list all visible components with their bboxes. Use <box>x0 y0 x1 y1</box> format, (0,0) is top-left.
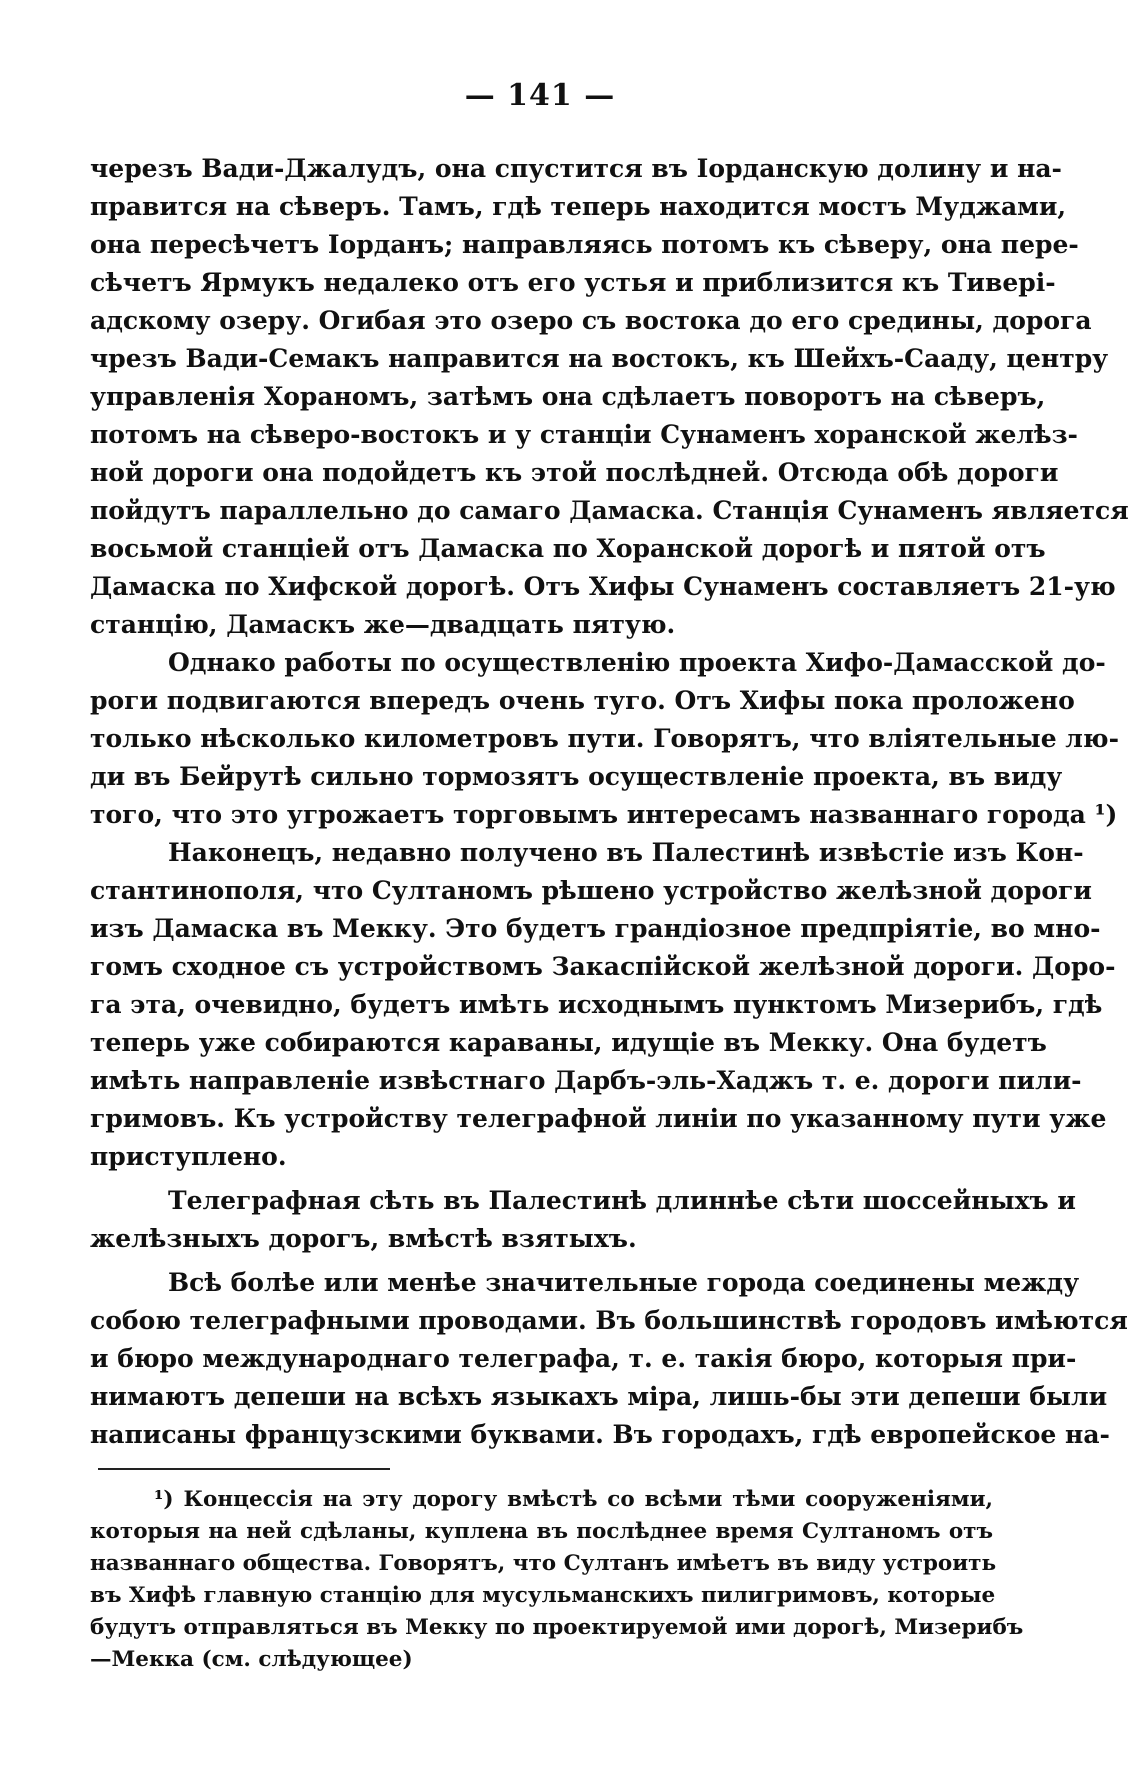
text-line: чрезъ Вади-Семакъ направится на востокъ, къ Шейхъ-Сааду, центру <box>90 344 1109 373</box>
footnote-line-text: Концессія на эту дорогу вмѣстѣ со всѣми тѣми сооруженіями, <box>183 1487 993 1512</box>
footnote <box>90 1484 1024 1676</box>
text-line: потомъ на сѣверо-востокъ и у станціи Сунаменъ хоранской желѣз- <box>90 420 1078 449</box>
text-line: изъ Дамаска въ Мекку. Это будетъ грандіозное предпріятіе, во мно- <box>90 914 1101 943</box>
text-line: написаны французскими буквами. Въ городахъ, гдѣ европейское на- <box>90 1420 1110 1449</box>
footnote-line: названнаго общества. Говорятъ, что Султанъ имѣетъ въ виду устроить <box>90 1551 997 1576</box>
paragraph-5 <box>90 1264 1128 1454</box>
text-line: ной дороги она подойдетъ къ этой послѣдней. Отсюда обѣ дороги <box>90 458 1059 487</box>
text-line: гомъ сходное съ устройствомъ Закаспійской желѣзной дороги. Доро- <box>90 952 1116 981</box>
paragraph-2 <box>90 644 1119 834</box>
footnote-marker: ¹) <box>154 1487 174 1512</box>
footnote-line <box>90 1484 993 1516</box>
text-line: она пересѣчетъ Іорданъ; направляясь потомъ къ сѣверу, она пере- <box>90 230 1079 259</box>
text-line: станцію, Дамаскъ же—двадцать пятую. <box>90 610 676 639</box>
text-line: Однако работы по осуществленію проекта Хифо-Дамасской до- <box>168 648 1106 677</box>
paragraph-3 <box>90 834 1116 1176</box>
text-line: желѣзныхъ дорогъ, вмѣстѣ взятыхъ. <box>90 1224 637 1253</box>
text-line: Всѣ болѣе или менѣе значительные города соединены между <box>168 1268 1080 1297</box>
footnote-line: которыя на ней сдѣланы, куплена въ послѣднее время Султаномъ отъ <box>90 1519 993 1544</box>
text-line: ди въ Бейрутѣ сильно тормозятъ осуществленіе проекта, въ виду <box>90 762 1063 791</box>
text-line: Наконецъ, недавно получено въ Палестинѣ извѣстіе изъ Кон- <box>168 838 1084 867</box>
text-line: пойдутъ параллельно до самаго Дамаска. Станція Сунаменъ является <box>90 496 1129 525</box>
text-line: только нѣсколько километровъ пути. Говорятъ, что вліятельные лю- <box>90 724 1119 753</box>
footnote-line: будутъ отправляться въ Мекку по проектируемой ими дорогѣ, Мизерибъ <box>90 1615 1024 1640</box>
page-number: — 141 — <box>464 78 616 113</box>
text-line: гримовъ. Къ устройству телеграфной линіи по указанному пути уже <box>90 1104 1107 1133</box>
text-line: того, что это угрожаетъ торговымъ интересамъ названнаго города ¹) <box>90 800 1118 829</box>
footnote-line: въ Хифѣ главную станцію для мусульманскихъ пилигримовъ, которые <box>90 1583 996 1608</box>
text-line: роги подвигаются впередъ очень туго. Отъ Хифы пока проложено <box>90 686 1075 715</box>
text-line: правится на сѣверъ. Тамъ, гдѣ теперь находится мостъ Муджами, <box>90 192 1067 221</box>
body-text <box>90 150 1129 1454</box>
text-line: и бюро международнаго телеграфа, т. е. такія бюро, которыя при- <box>90 1344 1077 1373</box>
footnote-line: —Мекка (см. слѣдующее) <box>90 1647 413 1672</box>
text-line: восьмой станціей отъ Дамаска по Хоранской дорогѣ и пятой отъ <box>90 534 1046 563</box>
text-line: сѣчетъ Ярмукъ недалеко отъ его устья и приблизится къ Тиверi- <box>90 268 1056 297</box>
text-line: Дамаска по Хифской дорогѣ. Отъ Хифы Сунаменъ составляетъ 21-ую <box>90 572 1116 601</box>
text-line: приступлено. <box>90 1142 287 1171</box>
text-line: стантинополя, что Султаномъ рѣшено устройство желѣзной дороги <box>90 876 1092 905</box>
text-line: теперь уже собираются караваны, идущіе въ Мекку. Она будетъ <box>90 1028 1047 1057</box>
text-line: управленія Хораномъ, затѣмъ она сдѣлаетъ поворотъ на сѣверъ, <box>90 382 1046 411</box>
paragraph-1 <box>90 150 1129 644</box>
text-line: черезъ Вади-Джалудъ, она спустится въ Іорданскую долину и на- <box>90 154 1062 183</box>
text-line: Телеграфная сѣть въ Палестинѣ длиннѣе сѣти шоссейныхъ и <box>168 1186 1076 1215</box>
footnote-divider <box>98 1468 390 1470</box>
text-line: собою телеграфными проводами. Въ большинствѣ городовъ имѣются <box>90 1306 1128 1335</box>
paragraph-4 <box>90 1182 1076 1258</box>
text-line: адскому озеру. Огибая это озеро съ востока до его средины, дорога <box>90 306 1092 335</box>
text-line: имѣть направленіе извѣстнаго Дарбъ-эль-Хаджъ т. е. дороги пили- <box>90 1066 1082 1095</box>
text-line: нимаютъ депеши на всѣхъ языкахъ міра, лишь-бы эти депеши были <box>90 1382 1108 1411</box>
text-line: га эта, очевидно, будетъ имѣть исходнымъ пунктомъ Мизерибъ, гдѣ <box>90 990 1103 1019</box>
